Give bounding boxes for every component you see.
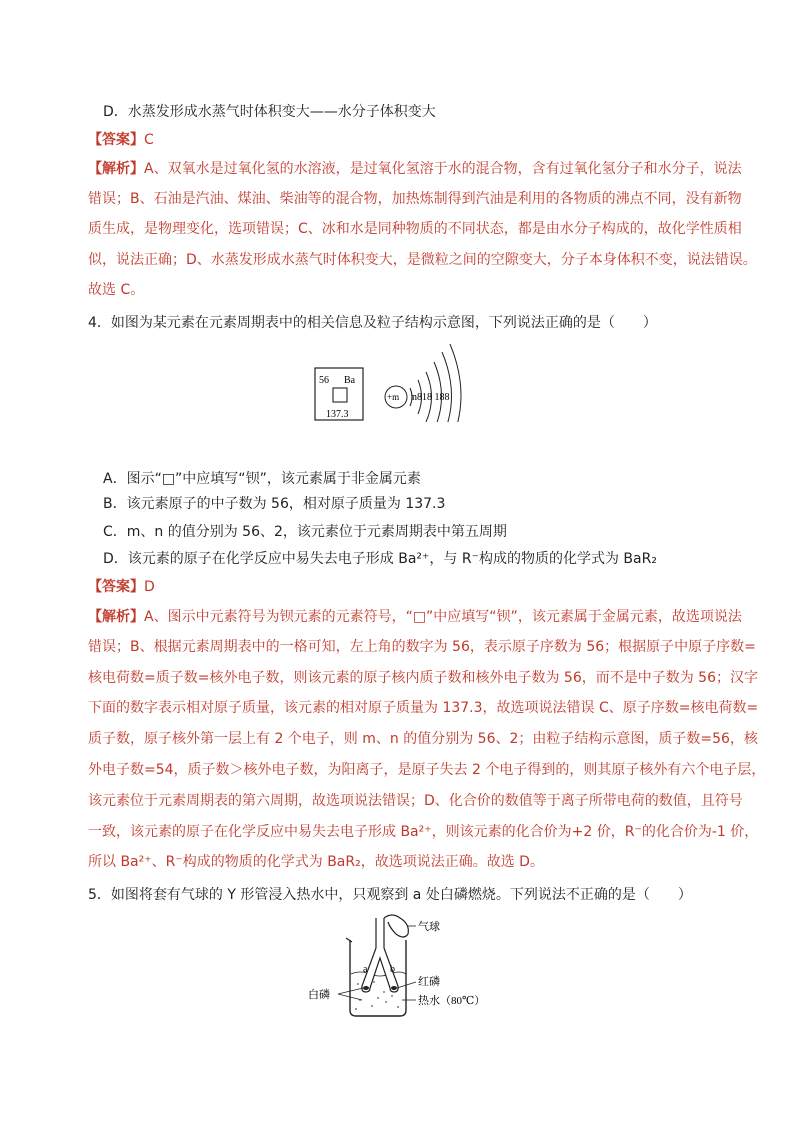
q4-analysis-line-3: 核电荷数=质子数=核外电子数，则该元素的原子核内质子数和核外电子数为 56，而不是中子数为 56；汉字 [88,670,758,686]
shell-arc-5 [442,352,452,422]
q4-analysis-line-9: 所以 Ba²⁺、R⁻构成的物质的化学式为 BaR₂，故选项说法正确。故选 D。 [88,854,544,870]
y-tube-stem [376,918,384,948]
q4-analysis-line-4: 下面的数字表示相对原子质量，该元素的相对原子质量为 137.3，故选项说法错误 C、原子序数=核电荷数= [88,700,759,716]
q3-answer [88,130,154,150]
hot-water-label: 热水（80℃） [418,995,486,1007]
q3-analysis-line-1 [88,159,742,179]
q4-option-d: D．该元素的原子在化学反应中易失去电子形成 Ba²⁺，与 R⁻构成的物质的化学式为 BaR₂ [103,551,657,567]
q4-option-c: C．m、n 的值分别为 56、2，该元素位于元素周期表中第五周期 [103,524,507,540]
q4-option-b: B．该元素原子的中子数为 56，相对原子质量为 137.3 [103,496,446,512]
q4-stem: 4．如图为某元素在元素周期表中的相关信息及粒子结构示意图，下列说法正确的是（ ） [88,315,657,331]
label-b: b [390,964,395,975]
answer-value: D [144,579,155,595]
q4-analysis-line-1 [88,607,742,627]
answer-label: 【答案】 [88,579,144,595]
shell-arc-6 [450,344,461,422]
beaker-lip [346,938,352,942]
q3-analysis-line-4: 似，说法正确；D、水蒸发形成水蒸气时体积变大，是微粒之间的空隙变大，分子本身体积不变，说法错误。 [88,252,757,268]
red-phosphorus [391,986,397,990]
analysis-text: A、图示中元素符号为钡元素的元素符号，“□”中应填写“钡”，该元素属于金属元素，故选项说法 [144,609,742,625]
y-tube-figure [300,912,500,1024]
white-phosphorus [363,986,369,990]
balloon [384,915,408,937]
q3-analysis-line-2: 错误；B、石油是汽油、煤油、柴油等的混合物，加热炼制得到汽油是利用的各物质的沸点不同，没有新物 [88,191,742,207]
element-symbol: Ba [344,375,356,386]
blank-name-box [333,388,347,402]
q5-stem: 5．如图将套有气球的 Y 形管浸入热水中，只观察到 a 处白磷燃烧。下列说法不正确的是（ ） [88,887,692,903]
q4-answer [88,577,155,597]
nucleus-charge: +m [387,392,400,402]
q4-analysis-line-6: 外电子数=54，质子数＞核外电子数，为阳离子，是原子失去 2 个电子得到的，则其原子核外有六个电子层， [88,762,766,778]
q4-analysis-line-8: 一致，该元素的原子在化学反应中易失去电子形成 Ba²⁺，则该元素的化合价为+2 价，R⁻的化合价为-1 价， [88,824,759,840]
atomic-number: 56 [319,375,329,386]
balloon-label: 气球 [418,921,440,933]
analysis-label: 【解析】 [88,161,144,177]
analysis-text: A、双氧水是过氧化氢的水溶液，是过氧化氢溶于水的混合物，含有过氧化氢分子和水分子，说法 [144,161,742,177]
q3-analysis-line-3: 质生成，是物理变化，选项错误；C、冰和水是同种物质的不同状态，都是由水分子构成的，故化学性质相 [88,221,742,237]
q4-option-a: A．图示“□”中应填写“钡”，该元素属于非金属元素 [103,471,421,487]
analysis-label: 【解析】 [88,609,144,625]
answer-label: 【答案】 [88,132,144,148]
white-p-label: 白磷 [308,989,330,1001]
red-p-label: 红磷 [418,976,440,988]
q4-analysis-line-7: 该元素位于元素周期表的第六周期，故选项说法错误；D、化合价的数值等于离子所带电荷的数值，且符号 [88,793,743,809]
q4-analysis-line-2: 错误；B、根据元素周期表中的一格可知，左上角的数字为 56，表示原子序数为 56；根据原子中原子序数= [88,639,756,655]
water-surface [351,972,406,976]
q4-analysis-line-5: 质子数，原子核外第一层上有 2 个电子，则 m、n 的值分别为 56、2；由粒子结构示意图，质子数=56，核 [88,731,758,747]
answer-value: C [144,132,154,148]
q3-analysis-line-5: 故选 C。 [88,282,145,298]
shell-electrons: n818 188 [412,392,450,403]
label-a: a [363,964,368,975]
atomic-mass: 137.3 [326,409,349,420]
q3-option-d: D．水蒸发形成水蒸气时体积变大——水分子体积变大 [103,104,436,120]
element-figure [310,340,470,422]
